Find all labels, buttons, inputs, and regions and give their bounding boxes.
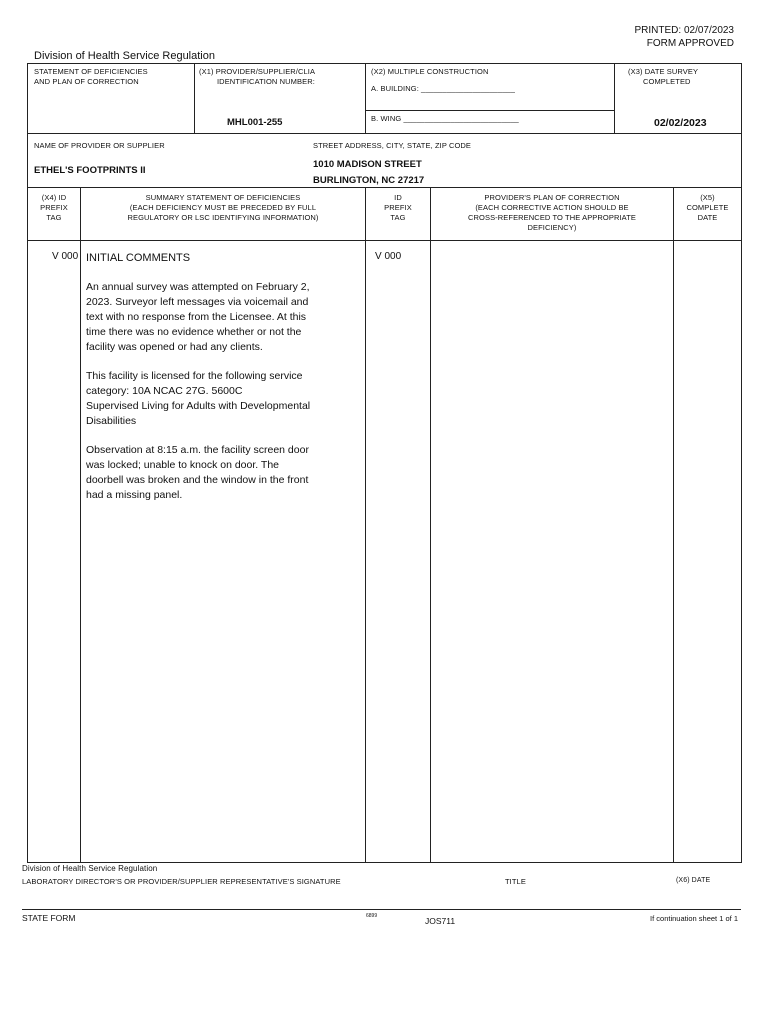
col-divider-4 [673, 187, 674, 863]
col-id-line2: PREFIX [384, 203, 412, 212]
survey-date-value: 02/02/2023 [654, 117, 707, 129]
col-summary-line2: (EACH DEFICIENCY MUST BE PRECEDED BY FULL [129, 203, 317, 212]
col-id-header [366, 193, 430, 223]
p3-line3: doorbell was broken and the window in the front [86, 474, 309, 486]
col-x5-line2: COMPLETE [686, 203, 729, 212]
provider-id-value: MHL001-255 [227, 117, 283, 128]
col-plan-line2: (EACH CORRECTIVE ACTION SHOULD BE [475, 203, 629, 212]
x3-label-line2: COMPLETED [643, 77, 691, 86]
x6-date-label: (X6) DATE [676, 877, 711, 884]
col-plan-header [431, 193, 673, 233]
col-plan-line3: CROSS-REFERENCED TO THE APPROPRIATE [468, 213, 636, 222]
col-summary-line3: REGULATORY OR LSC IDENTIFYING INFORMATION) [127, 213, 319, 222]
statement-label-line2: AND PLAN OF CORRECTION [34, 77, 139, 86]
col-plan-line1: PROVIDER'S PLAN OF CORRECTION [484, 193, 620, 202]
col-plan-line4: DEFICIENCY) [527, 223, 577, 232]
col-x5-header [674, 193, 741, 223]
p1-line3: text with no response from the Licensee. At this [86, 311, 307, 323]
col-x5-line1: (X5) [700, 193, 715, 202]
divider-col-header [27, 240, 741, 241]
x1-label-line2: IDENTIFICATION NUMBER: [217, 77, 315, 86]
divider-x3 [614, 63, 615, 133]
col-divider-1 [80, 187, 81, 863]
x2-label: (X2) MULTIPLE CONSTRUCTION [371, 67, 489, 76]
p2-line1: This facility is licensed for the following service [86, 370, 303, 382]
entry-prefix-tag: V 000 [52, 251, 79, 262]
x2-building: A. BUILDING: ______________________ [371, 84, 516, 93]
p2-line3: Supervised Living for Adults with Developmental [86, 400, 311, 412]
col-x4-header [28, 193, 80, 223]
divider-row2 [27, 187, 741, 188]
address-line2: BURLINGTON, NC 27217 [313, 175, 425, 186]
provider-name-label: NAME OF PROVIDER OR SUPPLIER [34, 141, 165, 150]
col-x4-line3: TAG [46, 213, 62, 222]
frame-bottom [27, 862, 741, 863]
p3-line4: had a missing panel. [86, 489, 183, 501]
statement-label-line1: STATEMENT OF DEFICIENCIES [34, 67, 148, 76]
agency-header: Division of Health Service Regulation [34, 50, 215, 62]
p2-line2: category: 10A NCAC 27G. 5600C [86, 385, 243, 397]
entry-paragraph-1 [86, 280, 361, 355]
col-x4-line2: PREFIX [40, 203, 68, 212]
frame-top [27, 63, 741, 64]
p3-line2: was locked; unable to knock on door. The [86, 459, 280, 471]
header-printed-block [635, 24, 735, 50]
address [313, 157, 424, 189]
x3-label [628, 67, 698, 87]
statement-label [34, 67, 148, 87]
form-code-small: 6899 [366, 913, 378, 919]
col-x4-line1: (X4) ID [41, 193, 67, 202]
footer-rule [22, 909, 741, 910]
x1-label [199, 67, 359, 87]
divider-x2 [365, 63, 366, 133]
form-code: JOS711 [425, 916, 456, 926]
entry-paragraph-2 [86, 369, 361, 429]
col-id-line1: ID [394, 193, 402, 202]
continuation-sheet: If continuation sheet 1 of 1 [650, 914, 738, 923]
provider-name: ETHEL'S FOOTPRINTS II [34, 165, 146, 176]
state-form-label: STATE FORM [22, 913, 76, 923]
signature-label: LABORATORY DIRECTOR'S OR PROVIDER/SUPPLIER REPRESENTATIVE'S SIGNATURE [22, 877, 341, 886]
footer-agency: Division of Health Service Regulation [22, 864, 158, 873]
entry-heading: INITIAL COMMENTS [86, 252, 191, 264]
printed-date: PRINTED: 02/07/2023 [634, 25, 734, 36]
p1-line4: time there was no evidence whether or not the [86, 326, 302, 338]
entry-id-tag: V 000 [375, 251, 402, 262]
divider-row1 [27, 133, 741, 134]
divider-wing [365, 110, 614, 111]
x3-label-line1: (X3) DATE SURVEY [628, 67, 699, 76]
x1-label-line1: (X1) PROVIDER/SUPPLIER/CLIA [199, 67, 316, 76]
p2-line4: Disabilities [86, 415, 137, 427]
frame-left [27, 63, 28, 863]
entry-paragraph-3 [86, 443, 361, 503]
p1-line2: 2023. Surveyor left messages via voicemail and [86, 296, 309, 308]
p1-line1: An annual survey was attempted on February 2, [86, 281, 310, 293]
p1-line5: facility was opened or had any clients. [86, 341, 263, 353]
divider-x1 [194, 63, 195, 133]
p3-line1: Observation at 8:15 a.m. the facility screen door [86, 444, 309, 456]
col-id-line3: TAG [390, 213, 406, 222]
col-summary-header [81, 193, 365, 223]
col-x5-line3: DATE [697, 213, 718, 222]
address-label: STREET ADDRESS, CITY, STATE, ZIP CODE [313, 141, 472, 150]
col-divider-3 [430, 187, 431, 863]
col-summary-line1: SUMMARY STATEMENT OF DEFICIENCIES [145, 193, 301, 202]
title-label: TITLE [505, 877, 526, 886]
address-line1: 1010 MADISON STREET [313, 159, 422, 170]
frame-right [741, 63, 742, 863]
form-approved: FORM APPROVED [646, 38, 734, 49]
x2-wing: B. WING ___________________________ [371, 114, 519, 123]
col-divider-2 [365, 187, 366, 863]
